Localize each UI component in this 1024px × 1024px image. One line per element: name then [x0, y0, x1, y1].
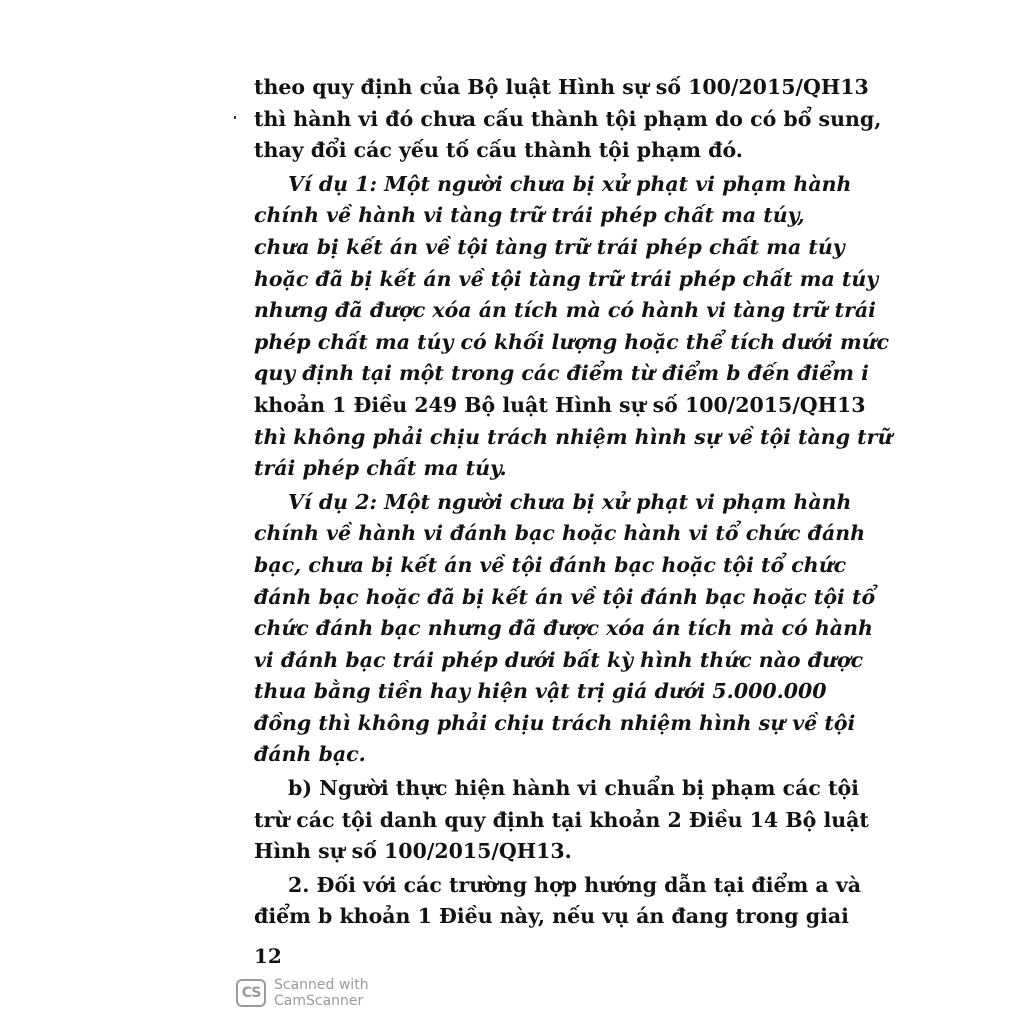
page-body-text: [254, 72, 893, 933]
text-line: b) Người thực hiện hành vi chuẩn bị phạm các tội: [288, 776, 859, 801]
text-line: chính về hành vi đánh bạc hoặc hành vi tổ chức đánh: [254, 521, 866, 546]
text-line: vi đánh bạc trái phép dưới bất kỳ hình thức nào được: [254, 647, 864, 672]
text-line: đánh bạc.: [254, 742, 366, 767]
page-number: 12: [254, 944, 282, 968]
text-line: quy định tại một trong các điểm từ điểm b đến điểm i: [254, 361, 869, 386]
text-line: chính về hành vi tàng trữ trái phép chất ma túy,: [254, 203, 805, 228]
text-line: Ví dụ 1: Một người chưa bị xử phạt vi phạm hành: [288, 171, 852, 196]
text-line: khoản 1 Điều 249 Bộ luật Hình sự số 100/2015/QH13: [254, 392, 866, 417]
watermark-text: [274, 977, 369, 1009]
text-line: trái phép chất ma túy.: [254, 456, 507, 481]
text-line: Ví dụ 2: Một người chưa bị xử phạt vi phạm hành: [288, 489, 852, 514]
text-line: trừ các tội danh quy định tại khoản 2 Điều 14 Bộ luật: [254, 807, 869, 832]
paragraph-continuation: [254, 72, 882, 167]
text-line: phép chất ma túy có khối lượng hoặc thể tích dưới mức: [254, 329, 890, 354]
text-line: chức đánh bạc nhưng đã được xóa án tích mà có hành: [254, 616, 873, 641]
camscanner-watermark: [236, 975, 369, 1011]
text-line: thì hành vi đó chưa cấu thành tội phạm do có bổ sung,: [254, 106, 882, 131]
text-line: đồng thì không phải chịu trách nhiệm hình sự về tội: [254, 710, 856, 735]
text-line: Hình sự số 100/2015/QH13.: [254, 839, 572, 864]
text-line: đánh bạc hoặc đã bị kết án về tội đánh bạc hoặc tội tổ: [254, 584, 876, 609]
text-line: thua bằng tiền hay hiện vật trị giá dưới 5.000.000: [254, 679, 827, 704]
text-line: 2. Đối với các trường hợp hướng dẫn tại điểm a và: [288, 872, 862, 897]
text-line: theo quy định của Bộ luật Hình sự số 100/2015/QH13: [254, 75, 869, 99]
text-line: thay đổi các yếu tố cấu thành tội phạm đó.: [254, 138, 743, 163]
text-line: hoặc đã bị kết án về tội tàng trữ trái phép chất ma túy: [254, 266, 879, 291]
watermark-line-2: CamScanner: [274, 993, 364, 1009]
text-line: điểm b khoản 1 Điều này, nếu vụ án đang trong giai: [254, 904, 849, 929]
text-line: chưa bị kết án về tội tàng trữ trái phép chất ma túy: [254, 234, 845, 259]
example-1-paragraph: [254, 169, 893, 485]
text-line: thì không phải chịu trách nhiệm hình sự về tội tàng trữ: [254, 424, 893, 449]
example-2-paragraph: [254, 487, 876, 771]
text-line: bạc, chưa bị kết án về tội đánh bạc hoặc tội tổ chức: [254, 552, 847, 577]
section-2-paragraph: [254, 870, 862, 933]
scan-speck: [234, 116, 236, 119]
camscanner-logo-icon: CS: [236, 979, 266, 1007]
text-line: nhưng đã được xóa án tích mà có hành vi tàng trữ trái: [254, 298, 876, 323]
point-b-paragraph: [254, 773, 869, 868]
watermark-line-1: Scanned with: [274, 977, 369, 993]
